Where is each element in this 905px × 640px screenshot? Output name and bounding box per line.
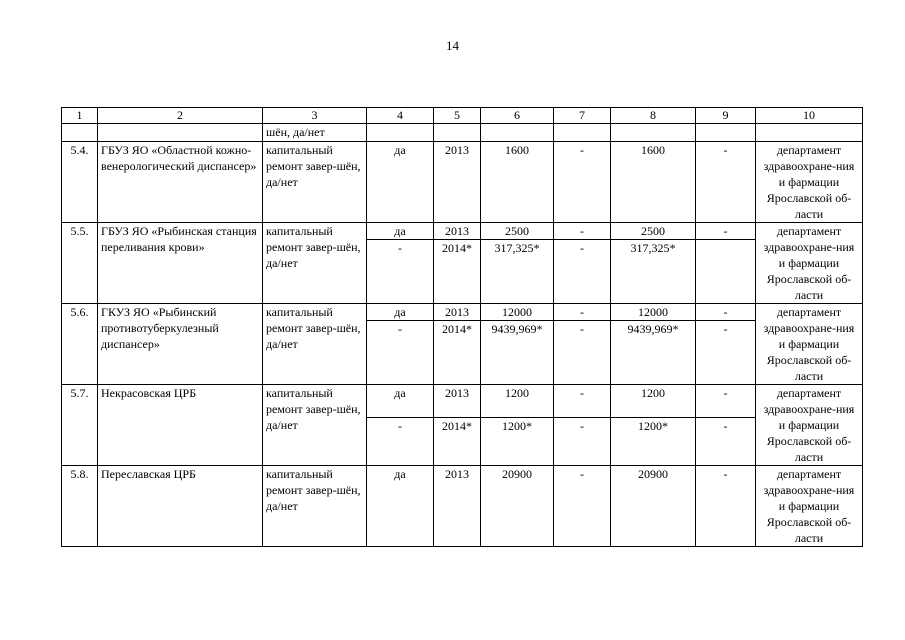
cell-empty: [481, 124, 554, 142]
cell-department: департамент здравоохране-ния и фармации Ярославской об-ласти: [756, 466, 863, 547]
cell-year: 2013: [434, 466, 481, 547]
cell-department: департамент здравоохране-ния и фармации Ярославской об-ласти: [756, 385, 863, 466]
cell-need: -: [367, 321, 434, 385]
table-row: [62, 142, 863, 223]
cell-plan: 2500: [481, 223, 554, 240]
header-row: [62, 108, 863, 124]
cell-col9: -: [696, 418, 756, 466]
cell-col7: -: [554, 321, 611, 385]
cell-empty: [554, 124, 611, 142]
cell-year: 2014*: [434, 240, 481, 304]
column-header: 8: [611, 108, 696, 124]
table-row: [62, 385, 863, 418]
cell-num: 5.8.: [62, 466, 98, 547]
cell-num: 5.4.: [62, 142, 98, 223]
table-row: [62, 304, 863, 321]
cell-plan: 20900: [481, 466, 554, 547]
cell-plan: 1200: [481, 385, 554, 418]
cell-fact: 9439,969*: [611, 321, 696, 385]
cell-fact: 317,325*: [611, 240, 696, 304]
continuation-row: [62, 124, 863, 142]
cell-col7: -: [554, 223, 611, 240]
cell-work: капитальный ремонт завер-шён, да/нет: [263, 385, 367, 466]
cell-need: -: [367, 418, 434, 466]
cell-work: капитальный ремонт завер-шён, да/нет: [263, 466, 367, 547]
cell-col7: -: [554, 142, 611, 223]
cell-year: 2013: [434, 385, 481, 418]
cell-col9: -: [696, 385, 756, 418]
cell-plan: 9439,969*: [481, 321, 554, 385]
cell-plan: 12000: [481, 304, 554, 321]
cell-need: да: [367, 223, 434, 240]
cell-col9: -: [696, 304, 756, 321]
cell-col9: -: [696, 223, 756, 240]
cell-need: да: [367, 142, 434, 223]
cell-fact: 12000: [611, 304, 696, 321]
cell-empty: [367, 124, 434, 142]
cell-col7: -: [554, 240, 611, 304]
column-header: 9: [696, 108, 756, 124]
cell-plan: 1600: [481, 142, 554, 223]
cell-work: шён, да/нет: [263, 124, 367, 142]
cell-col9: -: [696, 466, 756, 547]
cell-fact: 2500: [611, 223, 696, 240]
cell-empty: [696, 124, 756, 142]
cell-name: ГКУЗ ЯО «Рыбинский противотуберкулезный диспансер»: [98, 304, 263, 385]
cell-year: 2014*: [434, 418, 481, 466]
cell-year: 2013: [434, 223, 481, 240]
cell-need: -: [367, 240, 434, 304]
cell-need: да: [367, 304, 434, 321]
cell-fact: 20900: [611, 466, 696, 547]
column-header: 4: [367, 108, 434, 124]
cell-num: [62, 124, 98, 142]
column-header: 7: [554, 108, 611, 124]
cell-empty: [756, 124, 863, 142]
cell-work: капитальный ремонт завер-шён, да/нет: [263, 223, 367, 304]
cell-department: департамент здравоохране-ния и фармации Ярославской об-ласти: [756, 142, 863, 223]
cell-department: департамент здравоохране-ния и фармации Ярославской об-ласти: [756, 223, 863, 304]
cell-need: да: [367, 385, 434, 418]
cell-need: да: [367, 466, 434, 547]
cell-col7: -: [554, 304, 611, 321]
cell-empty: [611, 124, 696, 142]
cell-year: 2013: [434, 304, 481, 321]
cell-col7: -: [554, 418, 611, 466]
cell-col7: -: [554, 466, 611, 547]
cell-num: 5.7.: [62, 385, 98, 466]
column-header: 3: [263, 108, 367, 124]
cell-work: капитальный ремонт завер-шён, да/нет: [263, 142, 367, 223]
cell-num: 5.6.: [62, 304, 98, 385]
cell-num: 5.5.: [62, 223, 98, 304]
column-header: 10: [756, 108, 863, 124]
cell-plan: 1200*: [481, 418, 554, 466]
cell-col9: -: [696, 142, 756, 223]
cell-name: ГБУЗ ЯО «Рыбинская станция переливания крови»: [98, 223, 263, 304]
cell-col9: [696, 240, 756, 304]
table-row: [62, 466, 863, 547]
column-header: 2: [98, 108, 263, 124]
data-table: [61, 107, 863, 547]
column-header: 6: [481, 108, 554, 124]
cell-name: Переславская ЦРБ: [98, 466, 263, 547]
cell-name: [98, 124, 263, 142]
cell-department: департамент здравоохране-ния и фармации Ярославской об-ласти: [756, 304, 863, 385]
cell-work: капитальный ремонт завер-шён, да/нет: [263, 304, 367, 385]
cell-empty: [434, 124, 481, 142]
cell-col9: -: [696, 321, 756, 385]
cell-fact: 1600: [611, 142, 696, 223]
cell-year: 2014*: [434, 321, 481, 385]
cell-name: Некрасовская ЦРБ: [98, 385, 263, 466]
cell-fact: 1200: [611, 385, 696, 418]
cell-col7: -: [554, 385, 611, 418]
cell-plan: 317,325*: [481, 240, 554, 304]
cell-fact: 1200*: [611, 418, 696, 466]
table-row: [62, 223, 863, 240]
cell-name: ГБУЗ ЯО «Областной кожно-венерологический диспансер»: [98, 142, 263, 223]
page-number: 14: [446, 38, 459, 53]
column-header: 5: [434, 108, 481, 124]
column-header: 1: [62, 108, 98, 124]
cell-year: 2013: [434, 142, 481, 223]
